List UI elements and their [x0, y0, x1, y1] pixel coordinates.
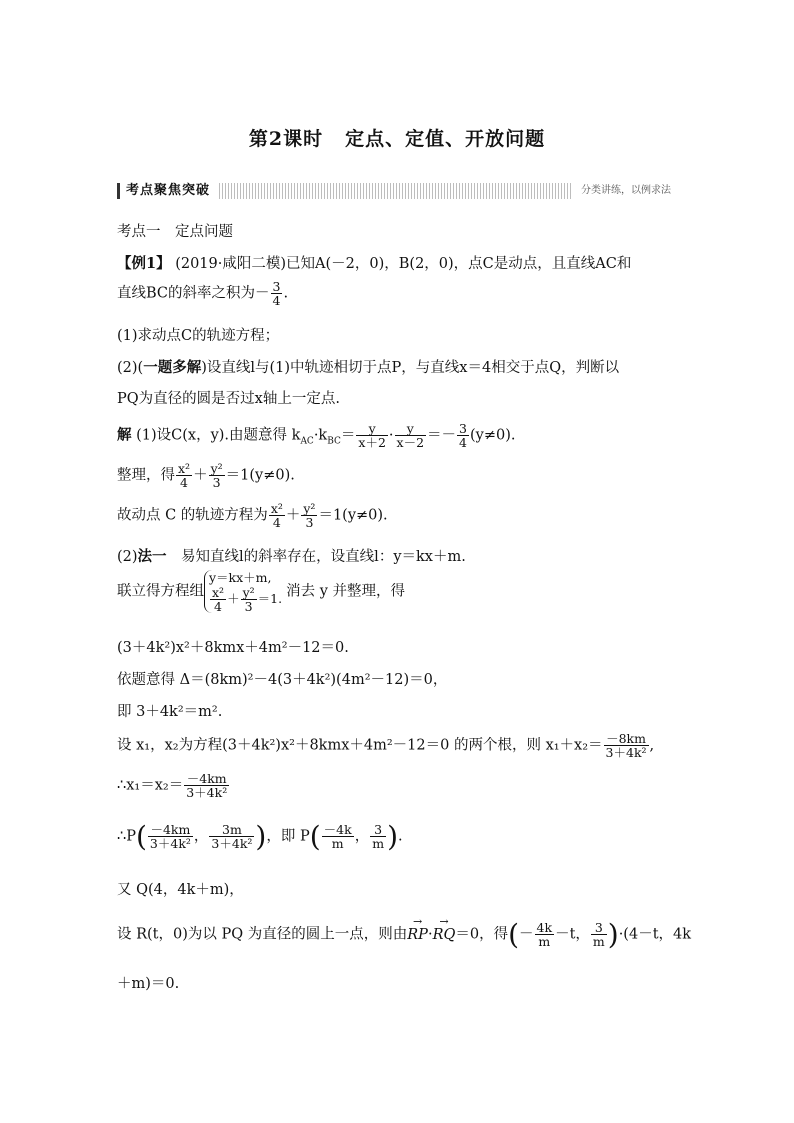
example-label: 【例1】: [117, 255, 171, 272]
banner-label: 考点聚焦突破: [117, 183, 218, 199]
point-q-line: 又 Q(4，4k＋m)，: [117, 882, 244, 898]
fraction: $\frac{\text{y²}}{3}$: [242, 584, 255, 614]
fraction: $\frac{y}{x+2}$: [358, 421, 386, 451]
section-banner: [117, 183, 677, 199]
fraction: $\frac{y}{x-2}$: [396, 421, 425, 451]
method-1-line: (2)法一 易知直线l的斜率存在，设直线l：y＝kx＋m.: [117, 548, 466, 565]
fraction: $\frac{\text{y²}}{3}$: [210, 461, 223, 491]
example-line-1: [117, 252, 631, 273]
example-stem-1: 已知A(－2，0)，B(2，0)，点C是动点，且直线AC和: [286, 256, 632, 272]
fraction: $\frac{3}{m}$: [372, 821, 385, 851]
fraction: $\frac{-4km}{\text{3＋4k²}}$: [186, 771, 228, 801]
roots-line: 设 x₁，x₂为方程(3＋4k²)x²＋8kmx＋4m²－12＝0 的两个根，则 x₁＋x₂＝ $\frac{-8km}{\text{3＋4k²}}$ ,: [117, 731, 655, 761]
solution-line-3: 故动点 C 的轨迹方程为 $\frac{\text{x²}}{4}$ ＋ $\frac{\text{y²}}{3}$ ＝1(y≠0).: [117, 501, 388, 531]
question-1: (1)求动点C的轨迹方程；: [117, 328, 280, 344]
fraction: $\frac{-4k}{m}$: [323, 821, 352, 851]
system-line: 联立得方程组y＝kx＋m, $\frac{\text{x²}}{4}$ ＋ $\frac{\text{y²}}{3}$ ＝1. 消去 y 并整理，得: [117, 570, 406, 614]
fraction: $\frac{3}{4}$: [272, 279, 281, 309]
final-line: ＋m)＝0.: [117, 976, 180, 992]
solution-label: 解: [117, 426, 132, 444]
point-r-line: 设 R(t，0)为以 PQ 为直径的圆上一点，则由→ RP·→ RQ＝0，得(－ $\frac{4k}{m}$ －t， $\frac{3}{m}$ )·(4－t，4k: [117, 918, 691, 951]
question-2-line-2: PQ为直径的圆是否过x轴上一定点.: [117, 391, 340, 407]
example-stem-2: 直线BC的斜率之积为－: [117, 285, 270, 302]
kaodian-heading: 考点一 定点问题: [117, 224, 233, 240]
fraction: $\frac{3}{4}$: [459, 421, 467, 451]
page-title: 第2课时 定点、定值、开放问题: [248, 128, 546, 150]
fraction: $\frac{3}{m}$: [592, 919, 605, 949]
condition-line: 即 3＋4k²＝m².: [117, 704, 223, 720]
example-source: (2019·咸阳二模): [175, 256, 287, 272]
fraction: $\frac{3m}{\text{3＋4k²}}$: [211, 821, 253, 851]
point-p-line: ∴P( $\frac{-4km}{\text{3＋4k²}}$ ， $\frac{3m}{\text{3＋4k²}}$ )，即 P( $\frac{-4k}{m}$ ， $\frac{3}{m}$ ).: [117, 820, 403, 853]
equation-system: y＝kx＋m, $\frac{\text{x²}}{4}$ ＋ $\frac{\text{y²}}{3}$ ＝1.: [204, 570, 286, 613]
fraction: $\frac{\text{x²}}{4}$: [212, 584, 225, 614]
banner-subtitle: 分类讲练，以例求法: [573, 183, 677, 199]
fraction: $\frac{\text{x²}}{4}$: [270, 501, 283, 531]
fraction: $\frac{\text{y²}}{3}$: [303, 501, 316, 531]
method-label: 法一: [137, 548, 167, 565]
fraction: $\frac{\text{x²}}{4}$: [178, 461, 191, 491]
solution-line-2: 整理，得 $\frac{\text{x²}}{4}$ ＋ $\frac{\text{y²}}{3}$ ＝1(y≠0).: [117, 461, 295, 491]
vector-rp: → RP: [407, 927, 428, 943]
fraction: $\frac{4k}{m}$: [536, 919, 553, 949]
fraction: $\frac{-8km}{\text{3＋4k²}}$: [605, 731, 647, 761]
solution-line-1: 解 (1)设C(x，y).由题意得 $k_{AC}\cdot k_{BC}=$ $\frac{y}{x+2}$ · $\frac{y}{x-2}$ ＝－ $\frac{3}{4}$ (y≠0).: [117, 421, 516, 451]
discriminant-line: 依题意得 Δ＝(8km)²－4(3＋4k²)(4m²－12)＝0，: [117, 672, 448, 688]
example-line-2: 直线BC的斜率之积为－ $\frac{3}{4}$ .: [117, 279, 289, 309]
vector-rq: → RQ: [433, 927, 456, 943]
quadratic-equation: (3＋4k²)x²＋8kmx＋4m²－12＝0.: [117, 640, 349, 656]
fraction: $\frac{-4km}{\text{3＋4k²}}$: [149, 821, 191, 851]
equal-roots-line: ∴x₁＝x₂＝ $\frac{-4km}{\text{3＋4k²}}$: [117, 771, 228, 801]
question-2: (2)(一题多解)设直线l与(1)中轨迹相切于点P，与直线x＝4相交于点Q，判断以: [117, 359, 620, 376]
